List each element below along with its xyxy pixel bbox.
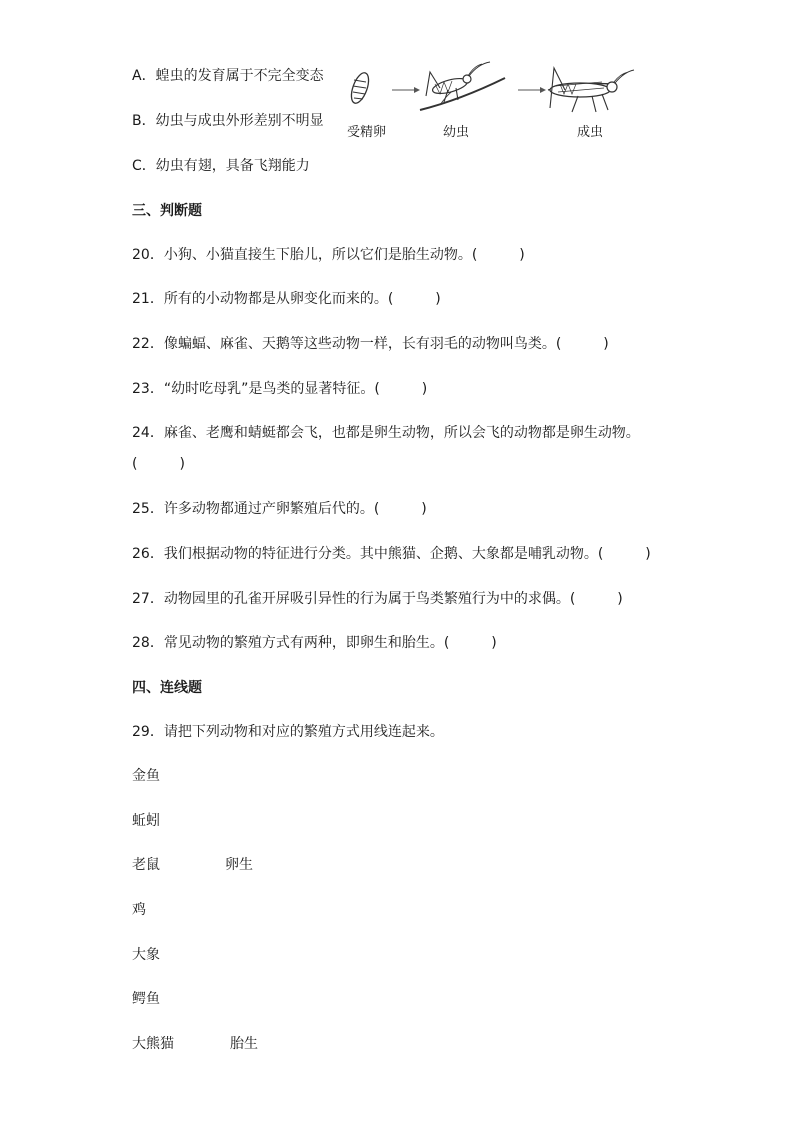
arrow-icon: [518, 87, 546, 93]
mode-viviparous: 胎生: [230, 1036, 258, 1052]
nymph-illustration: [420, 62, 505, 110]
adult-grasshopper-illustration: [548, 68, 634, 112]
question-23: 23．“幼时吃母乳”是鸟类的显著特征。( ): [132, 381, 428, 397]
question-29: 29．请把下列动物和对应的繁殖方式用线连起来。: [132, 724, 444, 740]
animal-chicken: 鸡: [132, 902, 146, 918]
animal-elephant: 大象: [132, 947, 160, 963]
section-title-matching: 四、连线题: [132, 680, 202, 696]
grasshopper-lifecycle-illustration: [340, 60, 640, 120]
animal-crocodile: 鳄鱼: [132, 991, 160, 1007]
adult-label: 成虫: [577, 125, 604, 140]
section-title-judgement: 三、判断题: [132, 203, 202, 219]
question-25: 25．许多动物都通过产卵繁殖后代的。( ): [132, 501, 427, 517]
question-27: 27．动物园里的孔雀开屏吸引异性的行为属于鸟类繁殖行为中的求偶。( ): [132, 591, 623, 607]
option-a: A．蝗虫的发育属于不完全变态: [132, 68, 324, 84]
nymph-label: 幼虫: [443, 125, 470, 140]
question-24: 24．麻雀、老鹰和蜻蜓都会飞，也都是卵生动物，所以会飞的动物都是卵生动物。: [132, 425, 640, 441]
question-28: 28．常见动物的繁殖方式有两种，即卵生和胎生。( ): [132, 635, 497, 651]
option-b: B．幼虫与成虫外形差别不明显: [132, 113, 324, 129]
question-24-answer-blank: ( ): [132, 456, 185, 472]
question-21: 21．所有的小动物都是从卵变化而来的。( ): [132, 291, 441, 307]
animal-goldfish: 金鱼: [132, 768, 160, 784]
mode-oviparous: 卵生: [225, 857, 253, 873]
animal-mouse: 老鼠: [132, 857, 160, 873]
egg-illustration: [348, 71, 372, 106]
option-c: C．幼虫有翅，具备飞翔能力: [132, 158, 310, 174]
animal-earthworm: 蚯蚓: [132, 813, 160, 829]
egg-label: 受精卵: [347, 125, 387, 140]
grasshopper-development-figure: [340, 60, 640, 140]
arrow-icon: [392, 87, 420, 93]
question-20: 20．小狗、小猫直接生下胎儿，所以它们是胎生动物。( ): [132, 247, 525, 263]
question-22: 22．像蝙蝠、麻雀、天鹅等这些动物一样，长有羽毛的动物叫鸟类。( ): [132, 336, 609, 352]
question-26: 26．我们根据动物的特征进行分类。其中熊猫、企鹅、大象都是哺乳动物。( ): [132, 546, 651, 562]
animal-giant-panda: 大熊猫: [132, 1036, 174, 1052]
